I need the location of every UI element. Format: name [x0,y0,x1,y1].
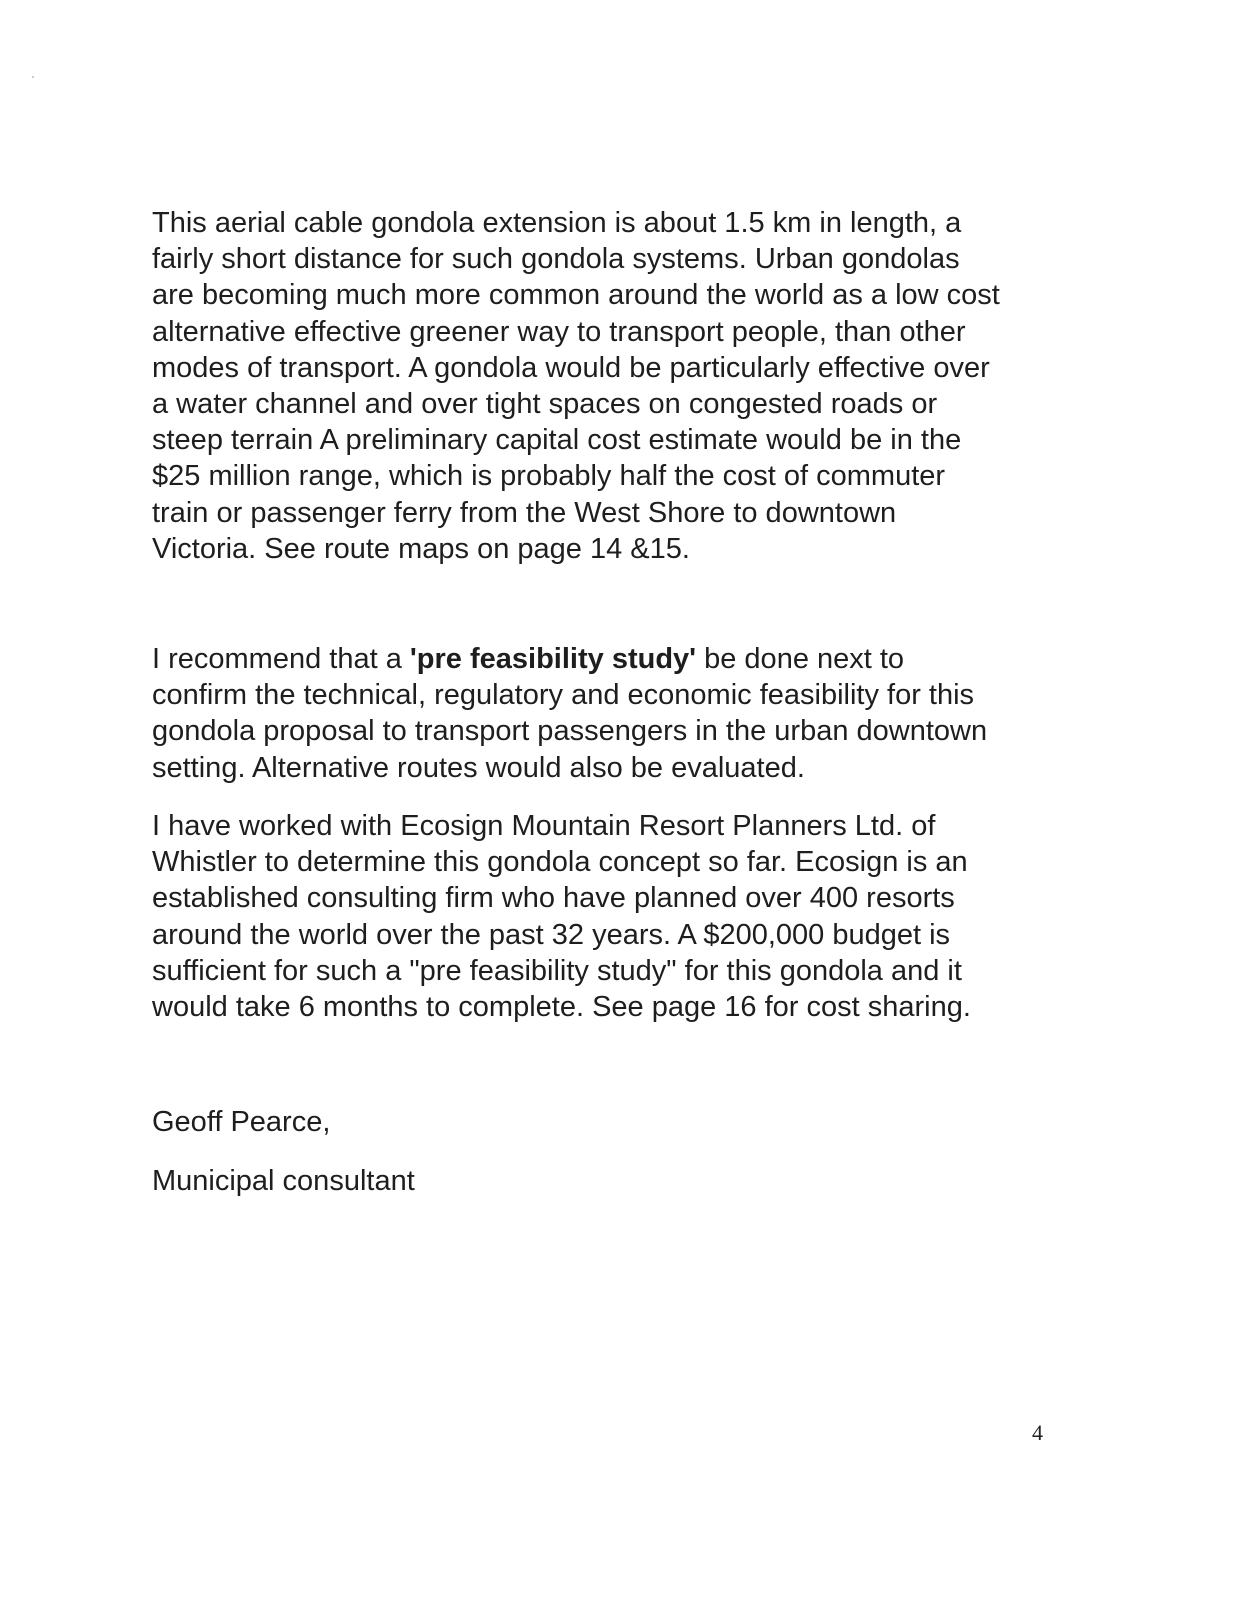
text-line: $25 million range, which is probably half the cost of commuter [152,460,946,493]
text-line: fairly short distance for such gondola systems. Urban gondolas [152,243,960,276]
text-line: gondola proposal to transport passengers in the urban downtown [152,715,988,748]
signature-name: Geoff Pearce, [152,1106,331,1138]
signature-title: Municipal consultant [152,1165,415,1197]
text-line: established consulting firm who have planned over 400 resorts [152,882,955,915]
text-run: be done next to [696,643,905,675]
text-line: confirm the technical, regulatory and economic feasibility for this [152,679,975,712]
text-line: Victoria. See route maps on page 14 &15. [152,532,690,565]
text-line: modes of transport. A gondola would be particularly effective over [152,351,990,384]
text-line: sufficient for such a "pre feasibility study" for this gondola and it [152,954,962,987]
page-number: 4 [1032,1420,1043,1445]
text-line: I have worked with Ecosign Mountain Resort Planners Ltd. of [152,810,936,842]
text-line: train or passenger ferry from the West Shore to downtown [152,496,897,529]
text-line: This aerial cable gondola extension is about 1.5 km in length, a [152,207,962,239]
text-line: steep terrain A preliminary capital cost estimate would be in the [152,424,962,457]
text-line: are becoming much more common around the world as a low cost [152,279,1000,312]
text-line: a water channel and over tight spaces on congested roads or [152,388,938,421]
scan-speck [32,76,34,78]
text-line: alternative effective greener way to transport people, than other [152,315,966,348]
text-line: setting. Alternative routes would also be evaluated. [152,751,805,784]
text-run: I recommend that a [152,643,410,675]
text-line: would take 6 months to complete. See page 16 for cost sharing. [152,991,971,1024]
paragraph-gondola-extension [152,205,1052,567]
text-line [152,641,1052,677]
paragraph-recommendation [152,641,1052,786]
text-line: Whistler to determine this gondola concept so far. Ecosign is an [152,846,968,879]
paragraph-ecosign [152,808,1052,1025]
text-line: around the world over the past 32 years. A $200,000 budget is [152,918,951,951]
emphasis-pre-feasibility-study: 'pre feasibility study' [409,643,697,675]
